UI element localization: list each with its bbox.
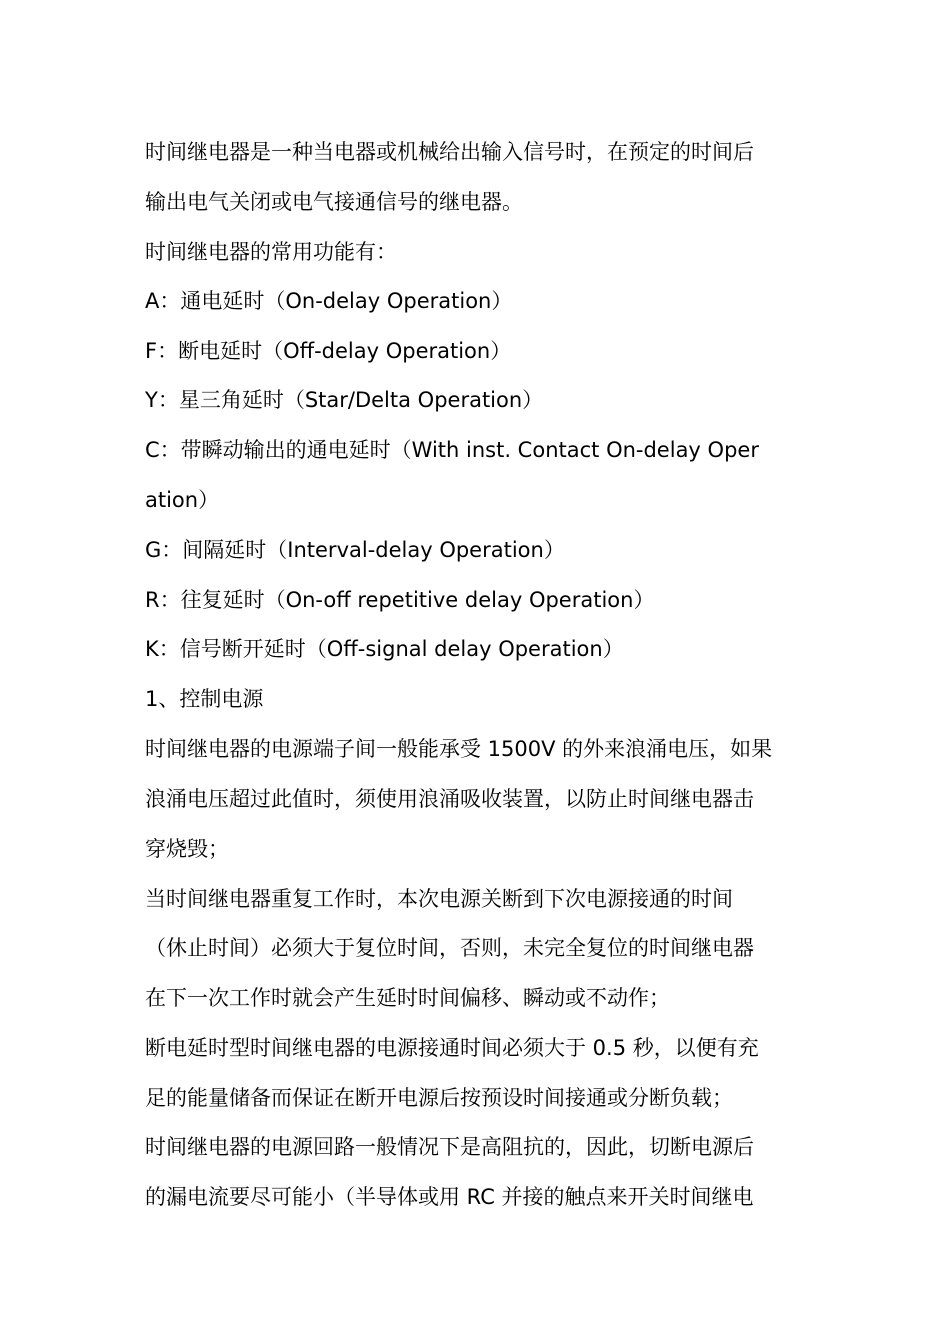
function-item-f: F：断电延时（Off-delay Operation） — [145, 339, 512, 363]
surge-paragraph-line-1: 时间继电器的电源端子间一般能承受 1500V 的外来浪涌电压，如果 — [145, 737, 773, 761]
function-item-g: G：间隔延时（Interval-delay Operation） — [145, 538, 565, 562]
offdelay-paragraph-line-1: 断电延时型时间继电器的电源接通时间必须大于 0.5 秒，以便有充 — [145, 1036, 759, 1060]
section-heading-control-power: 1、控制电源 — [145, 687, 264, 711]
surge-paragraph-line-2: 浪涌电压超过此值时，须使用浪涌吸收装置，以防止时间继电器击 — [145, 787, 754, 811]
leakage-paragraph-line-2: 的漏电流要尽可能小（半导体或用 RC 并接的触点来开关时间继电 — [145, 1185, 754, 1209]
surge-paragraph-line-3: 穿烧毁； — [145, 837, 229, 861]
repeat-paragraph-line-3: 在下一次工作时就会产生延时时间偏移、瞬动或不动作； — [145, 986, 670, 1010]
repeat-paragraph-line-1: 当时间继电器重复工作时，本次电源关断到下次电源接通的时间 — [145, 887, 733, 911]
leakage-paragraph-line-1: 时间继电器的电源回路一般情况下是高阻抗的，因此，切断电源后 — [145, 1135, 754, 1159]
function-item-a: A：通电延时（On-delay Operation） — [145, 289, 513, 313]
offdelay-paragraph-line-2: 足的能量储备而保证在断开电源后按预设时间接通或分断负载； — [145, 1086, 733, 1110]
function-item-c-line-1: C：带瞬动输出的通电延时（With inst. Contact On-delay Oper — [145, 438, 759, 462]
function-item-y: Y：星三角延时（Star/Delta Operation） — [145, 388, 544, 412]
function-item-c-line-2: ation） — [145, 488, 220, 512]
function-item-r: R：往复延时（On-off repetitive delay Operation） — [145, 588, 655, 612]
functions-heading: 时间继电器的常用功能有： — [145, 240, 397, 264]
repeat-paragraph-line-2: （休止时间）必须大于复位时间，否则，未完全复位的时间继电器 — [145, 936, 754, 960]
intro-paragraph-line-1: 时间继电器是一种当电器或机械给出输入信号时，在预定的时间后 — [145, 140, 754, 164]
function-item-k: K：信号断开延时（Off-signal delay Operation） — [145, 637, 624, 661]
intro-paragraph-line-2: 输出电气关闭或电气接通信号的继电器。 — [145, 190, 523, 214]
